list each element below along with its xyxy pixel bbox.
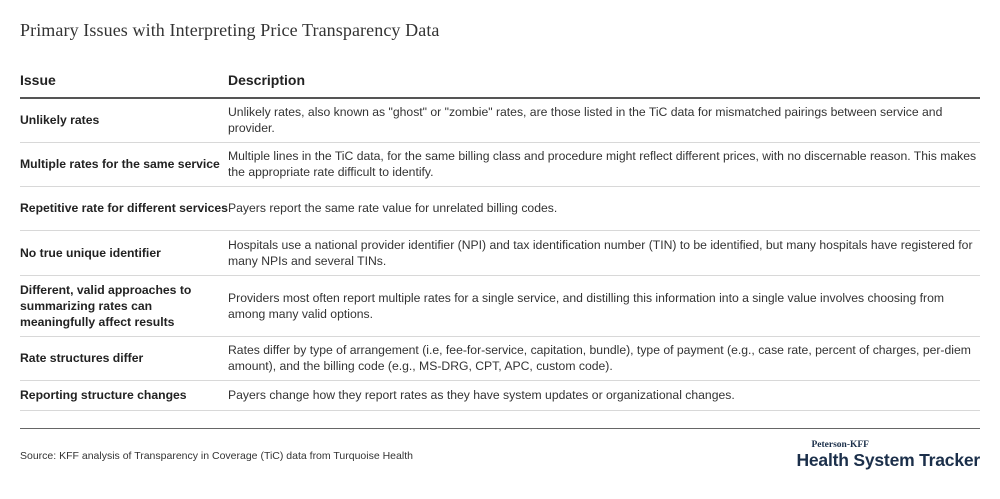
logo-peterson-kff: Peterson-KFF [811,440,869,450]
issues-table [20,66,980,411]
table-row [20,186,980,230]
page-title: Primary Issues with Interpreting Price Transparency Data [20,20,440,40]
row-issue: Unlikely rates [20,98,228,142]
row-description: Payers change how they report rates as they have system updates or organizational changes. [228,380,980,410]
table-header-row [20,66,980,98]
logo-health-system-tracker: Health System Tracker [796,450,980,470]
row-issue: Different, valid approaches to summarizing rates can meaningfully affect results [20,275,228,336]
row-description: Multiple lines in the TiC data, for the same billing class and procedure might reflect different prices, with no discernable reason. This makes the appropriate rate difficult to identify. [228,142,980,186]
source-note: Source: KFF analysis of Transparency in Coverage (TiC) data from Turquoise Health [20,450,413,462]
table-row [20,380,980,410]
footer-divider [20,428,980,429]
header-description: Description [228,66,980,98]
table-row [20,98,980,142]
row-description: Providers most often report multiple rates for a single service, and distilling this information into a single value involves choosing from among many valid options. [228,275,980,336]
row-issue: No true unique identifier [20,230,228,275]
table-row [20,336,980,380]
table-row [20,142,980,186]
table-row [20,275,980,336]
row-description: Hospitals use a national provider identifier (NPI) and tax identification number (TIN) to be identified, but many hospitals have registered for many NPIs and several TINs. [228,230,980,275]
row-description: Payers report the same rate value for unrelated billing codes. [228,186,980,230]
row-description: Rates differ by type of arrangement (i.e, fee-for-service, capitation, bundle), type of payment (e.g., case rate, percent of charges, per-diem amount), and the billing code (e.g., MS-DRG, CPT, APC, custom code). [228,336,980,380]
table-row [20,230,980,275]
row-issue: Multiple rates for the same service [20,142,228,186]
row-issue: Rate structures differ [20,336,228,380]
row-description: Unlikely rates, also known as "ghost" or "zombie" rates, are those listed in the TiC data for mismatched pairings between service and provider. [228,98,980,142]
row-issue: Repetitive rate for different services [20,186,228,230]
row-issue: Reporting structure changes [20,380,228,410]
header-issue: Issue [20,66,228,98]
